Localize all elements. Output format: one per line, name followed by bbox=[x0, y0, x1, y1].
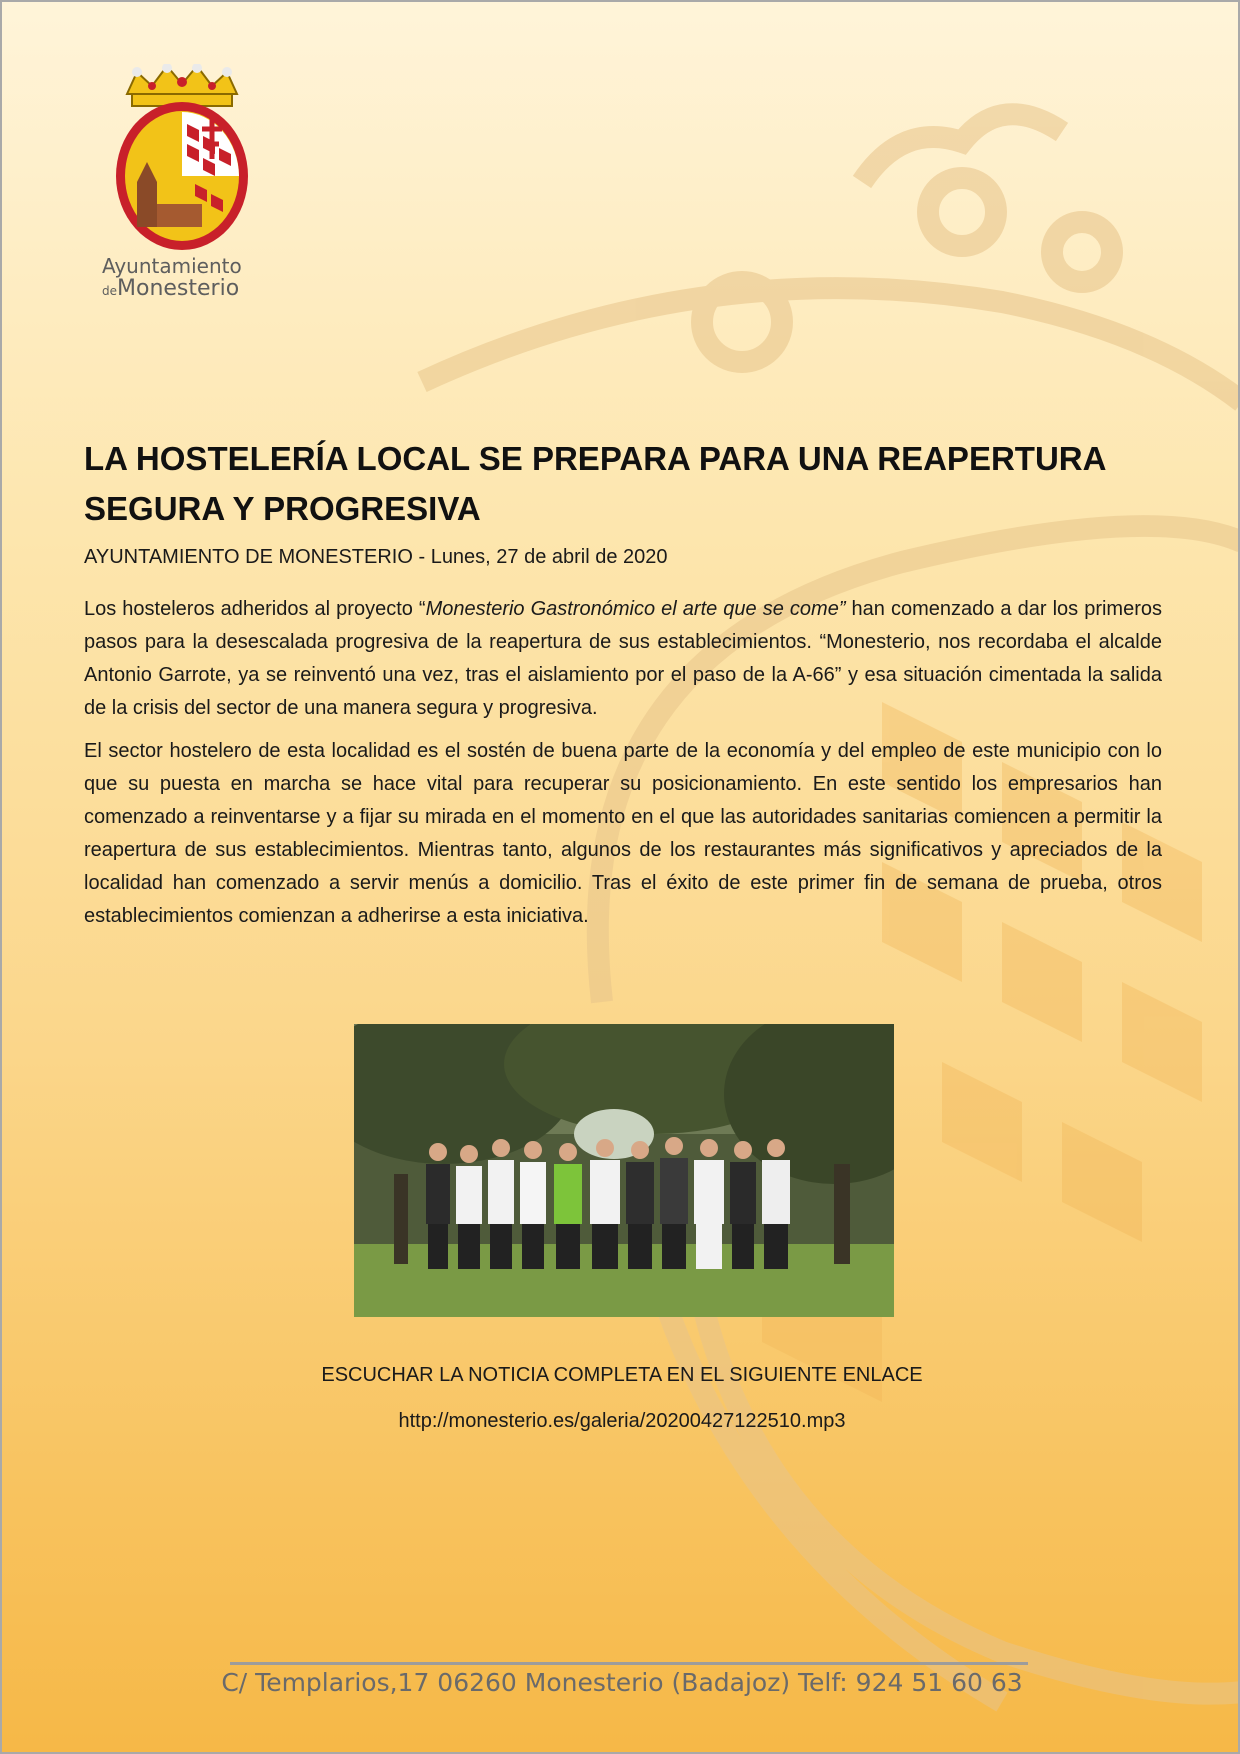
project-name: Monesterio Gastronómico el arte que se come” bbox=[425, 598, 846, 620]
article-title: LA HOSTELERÍA LOCAL SE PREPARA PARA UNA REAPERTURA SEGURA Y PROGRESIVA bbox=[84, 440, 1106, 527]
article-paragraph-2: El sector hostelero de esta localidad es el sostén de buena parte de la economía y del empleo de este municipio con lo que su puesta en marcha se hace vital para recuperar su posicionamiento. En este sentido los empresarios han comenzado a reinventarse y a fijar su mirada en el momento en el que las autoridades sanitarias comiencen a permitir la reapertura de sus establecimientos. Mientras tanto, algunos de los restaurantes más significativos y apreciados de la localidad han comenzado a servir menús a domicilio. Tras el éxito de este primer fin de semana de prueba, otros establecimientos comienzan a adherirse a esta iniciativa. bbox=[84, 740, 1162, 927]
footer-divider bbox=[230, 1662, 1028, 1665]
group-photo bbox=[354, 1024, 894, 1317]
listen-label: ESCUCHAR LA NOTICIA COMPLETA EN EL SIGUIENTE ENLACE bbox=[321, 1364, 923, 1386]
footer-address: C/ Templarios,17 06260 Monesterio (Badajoz) Telf: 924 51 60 63 bbox=[221, 1668, 1023, 1697]
organization-name bbox=[102, 256, 262, 300]
audio-link[interactable]: http://monesterio.es/galeria/20200427122510.mp3 bbox=[398, 1410, 846, 1432]
article-body bbox=[84, 593, 1162, 943]
org-name-line2: Monesterio bbox=[117, 276, 240, 301]
org-name-line1: Ayuntamiento bbox=[102, 254, 242, 278]
article-paragraph-1: Los hosteleros adheridos al proyecto “Monesterio Gastronómico el arte que se come” han comenzado a dar los primeros pasos para la desescalada progresiva de la reapertura de sus establecimientos. “Monesterio, nos recordaba el alcalde Antonio Garrote, ya se reinventó una vez, tras el aislamiento por el paso de la A-66” y esa situación cimentada la salida de la crisis del sector de una manera segura y progresiva. bbox=[84, 598, 1162, 719]
monesterio-crest-icon bbox=[107, 64, 257, 254]
article-dateline: AYUNTAMIENTO DE MONESTERIO - Lunes, 27 de abril de 2020 bbox=[84, 546, 668, 568]
org-name-de: de bbox=[102, 284, 117, 298]
